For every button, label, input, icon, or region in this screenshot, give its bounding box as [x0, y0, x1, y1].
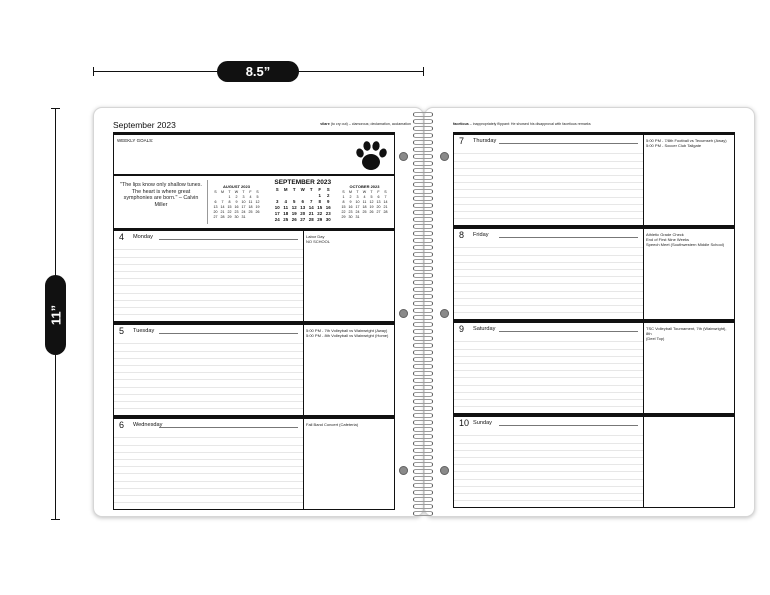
calendar-date: 16	[325, 205, 331, 210]
calendar-date: 27	[213, 215, 218, 219]
month-title: September 2023	[113, 120, 176, 130]
calendar-weekday-header: M	[221, 190, 224, 194]
calendar-date: 9	[349, 200, 352, 204]
event-entry: Speech Meet (Southwestern Middle School)	[646, 242, 725, 247]
calendar-date: 11	[248, 200, 253, 204]
calendar-weekday-header: T	[356, 190, 359, 194]
inspirational-quote: "The lips know only shallow tunes. The heart is where great symphonies are born." – Calvin Miller	[120, 182, 202, 208]
spiral-coil	[413, 364, 433, 369]
event-entry: 5:00 PM - 7th Volleyball vs Wainwright (Away)	[306, 328, 388, 333]
spiral-coil	[413, 455, 433, 460]
spiral-coil	[413, 287, 433, 292]
binder-hole	[399, 152, 408, 161]
weekly-goals-label: WEEKLY GOALS:	[117, 138, 154, 143]
calendar-date: 18	[248, 205, 253, 209]
calendar-date: 16	[348, 205, 353, 209]
spiral-coil	[413, 119, 433, 124]
mini-calendar-august	[212, 184, 261, 219]
calendar-date: 3	[276, 199, 279, 204]
day-number: 4	[119, 232, 125, 242]
planner-left-page	[93, 107, 424, 517]
calendar-date: 21	[308, 211, 314, 216]
day-name: Saturday	[473, 326, 496, 332]
spiral-coil	[413, 427, 433, 432]
calendar-date: 7	[310, 199, 313, 204]
spiral-coil	[413, 441, 433, 446]
spiral-coil	[413, 329, 433, 334]
calendar-date: 2	[327, 193, 330, 198]
spiral-coil	[413, 378, 433, 383]
day-name: Sunday	[473, 420, 492, 426]
calendar-date	[254, 215, 261, 219]
day-number: 5	[119, 326, 125, 336]
paw-print-icon	[353, 139, 389, 173]
calendar-date	[212, 195, 219, 199]
calendar-weekday-header: T	[292, 187, 296, 192]
spiral-coil	[413, 231, 433, 236]
spiral-coil	[413, 399, 433, 404]
day-events	[646, 138, 732, 148]
calendar-date: 29	[317, 217, 323, 222]
calendar-date: 26	[255, 210, 260, 214]
spiral-coil	[413, 189, 433, 194]
day-events-column	[303, 231, 394, 321]
spiral-coil	[413, 203, 433, 208]
event-entry: Athletic Grade Check	[646, 232, 684, 237]
spiral-coil	[413, 301, 433, 306]
calendar-date	[247, 215, 254, 219]
event-entry: TSC Volleyball Tournament, 7th (Wainwright), 8th	[646, 326, 727, 336]
spiral-coil	[413, 175, 433, 180]
spiral-coil	[413, 280, 433, 285]
day-events	[646, 326, 732, 341]
vocab-definition: – inappropriately flippant: He showed his disapproval with facetious remarks	[468, 122, 591, 126]
calendar-date: 5	[293, 199, 296, 204]
day-box-monday[interactable]	[113, 228, 395, 322]
calendar-date	[299, 193, 308, 198]
spiral-coil	[413, 182, 433, 187]
calendar-date: 31	[241, 215, 246, 219]
calendar-date: 30	[325, 217, 331, 222]
calendar-weekday-header: F	[249, 190, 252, 194]
calendar-date: 12	[291, 205, 297, 210]
calendar-date: 19	[255, 205, 260, 209]
event-entry: Fall Band Concert (Cafeteria)	[306, 422, 359, 427]
day-box-thursday[interactable]	[453, 132, 735, 226]
day-events	[646, 232, 732, 247]
spiral-coil	[413, 490, 433, 495]
calendar-weekday-header: F	[377, 190, 380, 194]
calendar-date: 29	[341, 215, 346, 219]
mini-calendar-september	[273, 179, 333, 222]
height-dimension-label: 11”	[48, 304, 63, 326]
calendar-weekday-header: S	[214, 190, 217, 194]
spiral-coil	[413, 266, 433, 271]
calendar-date: 25	[283, 217, 289, 222]
calendar-date: 15	[317, 205, 323, 210]
calendar-date: 24	[355, 210, 360, 214]
day-number: 9	[459, 324, 465, 334]
spiral-coil	[413, 252, 433, 257]
calendar-date: 17	[355, 205, 360, 209]
calendar-weekday-header: W	[300, 187, 305, 192]
calendar-date: 28	[383, 210, 388, 214]
event-entry: 5:00 PM - 8th Volleyball vs Wainwright (Home)	[306, 333, 389, 338]
width-dimension-label: 8.5”	[217, 61, 299, 82]
day-box-sunday[interactable]	[453, 414, 735, 508]
calendar-date: 4	[284, 199, 287, 204]
day-number: 7	[459, 136, 465, 146]
calendar-grid	[212, 190, 261, 219]
calendar-date: 3	[356, 195, 359, 199]
calendar-date: 23	[234, 210, 239, 214]
calendar-date: 8	[318, 199, 321, 204]
calendar-date: 10	[241, 200, 246, 204]
spiral-coil	[413, 259, 433, 264]
event-entry: 5:00 PM - 7/8th Football vs Tecumseh (Away)	[646, 138, 727, 143]
calendar-date: 21	[383, 205, 388, 209]
day-box-wednesday[interactable]	[113, 416, 395, 510]
vocab-definition: (to cry out) – clamorous; declamation, acclamation	[329, 122, 411, 126]
calendar-date: 31	[355, 215, 360, 219]
spiral-coil	[413, 133, 433, 138]
spiral-coil	[413, 483, 433, 488]
height-dimension-pill	[45, 275, 66, 355]
event-entry: End of First Nine Weeks	[646, 237, 690, 242]
calendar-date: 20	[213, 210, 218, 214]
calendar-date: 11	[283, 205, 289, 210]
day-number: 8	[459, 230, 465, 240]
spiral-binding	[413, 112, 433, 516]
calendar-date: 15	[341, 205, 346, 209]
calendar-date: 14	[220, 205, 225, 209]
calendar-title: OCTOBER 2023	[349, 184, 380, 189]
calendar-weekday-header: S	[326, 187, 330, 192]
calendar-date: 7	[221, 200, 224, 204]
calendar-date: 10	[274, 205, 280, 210]
calendar-date: 25	[248, 210, 253, 214]
calendar-date: 29	[227, 215, 232, 219]
calendar-date: 28	[308, 217, 314, 222]
calendar-date: 1	[342, 195, 345, 199]
calendar-date: 24	[274, 217, 280, 222]
spiral-coil	[413, 462, 433, 467]
calendar-date: 22	[317, 211, 323, 216]
spiral-coil	[413, 350, 433, 355]
calendar-weekday-header: M	[349, 190, 352, 194]
calendar-date: 30	[234, 215, 239, 219]
day-name: Friday	[473, 232, 489, 238]
binder-hole	[399, 309, 408, 318]
calendar-date: 13	[376, 200, 381, 204]
calendar-date: 17	[241, 205, 246, 209]
calendar-date	[282, 193, 291, 198]
day-number: 10	[459, 418, 470, 428]
spiral-coil	[413, 336, 433, 341]
quote-and-calendars-row	[113, 176, 395, 228]
day-box-saturday[interactable]	[453, 320, 735, 414]
day-events	[306, 422, 392, 427]
calendar-date: 6	[377, 195, 380, 199]
vocab-term: vilare	[320, 122, 330, 126]
spiral-coil	[413, 357, 433, 362]
spiral-coil	[413, 168, 433, 173]
binder-hole	[440, 152, 449, 161]
calendar-date	[273, 193, 282, 198]
day-box-friday[interactable]	[453, 226, 735, 320]
spiral-coil	[413, 294, 433, 299]
calendar-date	[219, 195, 226, 199]
spiral-coil	[413, 413, 433, 418]
calendar-date: 4	[363, 195, 366, 199]
spiral-coil	[413, 238, 433, 243]
calendar-date: 2	[349, 195, 352, 199]
calendar-grid	[340, 190, 389, 219]
spiral-coil	[413, 217, 433, 222]
calendar-weekday-header: W	[362, 190, 367, 194]
calendar-date: 12	[255, 200, 260, 204]
calendar-date	[290, 193, 299, 198]
binder-hole	[440, 466, 449, 475]
spiral-coil	[413, 140, 433, 145]
quote-divider	[207, 180, 208, 224]
spiral-coil	[413, 245, 433, 250]
spiral-coil	[413, 392, 433, 397]
day-events-column	[643, 135, 734, 225]
spiral-coil	[413, 476, 433, 481]
calendar-date: 9	[327, 199, 330, 204]
calendar-date: 14	[308, 205, 314, 210]
binder-hole	[440, 309, 449, 318]
calendar-date	[382, 215, 389, 219]
spiral-coil	[413, 420, 433, 425]
calendar-date: 27	[300, 217, 306, 222]
spiral-coil	[413, 154, 433, 159]
calendar-weekday-header: S	[384, 190, 387, 194]
vocab-term: facetious	[453, 122, 469, 126]
day-events-column	[643, 229, 734, 319]
calendar-title: SEPTEMBER 2023	[274, 179, 332, 186]
spiral-coil	[413, 504, 433, 509]
calendar-date: 6	[214, 200, 217, 204]
calendar-title: AUGUST 2023	[223, 184, 250, 189]
spiral-coil	[413, 308, 433, 313]
calendar-date: 20	[376, 205, 381, 209]
spiral-coil	[413, 112, 433, 117]
event-entry: NO SCHOOL	[306, 239, 331, 244]
day-events	[306, 328, 392, 338]
day-events-column	[303, 325, 394, 415]
calendar-date: 9	[235, 200, 238, 204]
day-name: Tuesday	[133, 328, 155, 334]
calendar-date: 11	[362, 200, 367, 204]
spiral-coil	[413, 511, 433, 516]
calendar-grid	[273, 187, 333, 222]
calendar-date	[375, 215, 382, 219]
calendar-date: 30	[348, 215, 353, 219]
spiral-coil	[413, 224, 433, 229]
calendar-weekday-header: S	[342, 190, 345, 194]
calendar-date: 12	[369, 200, 374, 204]
day-name: Wednesday	[133, 422, 163, 428]
spiral-coil	[413, 385, 433, 390]
calendar-date: 26	[369, 210, 374, 214]
binder-hole	[399, 466, 408, 475]
calendar-date: 24	[241, 210, 246, 214]
calendar-date	[361, 215, 368, 219]
spiral-coil	[413, 322, 433, 327]
event-entry: 5:00 PM - Soccer Club Tailgate	[646, 143, 702, 148]
spiral-coil	[413, 497, 433, 502]
calendar-date: 19	[369, 205, 374, 209]
weekly-goals-box	[113, 132, 395, 176]
calendar-date: 19	[291, 211, 297, 216]
calendar-date: 20	[300, 211, 306, 216]
calendar-date: 5	[370, 195, 373, 199]
day-number: 6	[119, 420, 125, 430]
calendar-date: 4	[249, 195, 252, 199]
calendar-date: 17	[274, 211, 280, 216]
calendar-weekday-header: S	[275, 187, 279, 192]
calendar-weekday-header: T	[242, 190, 245, 194]
mini-calendar-october	[340, 184, 389, 219]
spiral-coil	[413, 434, 433, 439]
spiral-coil	[413, 210, 433, 215]
calendar-date: 6	[301, 199, 304, 204]
day-events-column	[303, 419, 394, 509]
spiral-coil	[413, 406, 433, 411]
calendar-weekday-header: F	[318, 187, 322, 192]
calendar-date: 18	[362, 205, 367, 209]
calendar-date: 5	[256, 195, 259, 199]
calendar-date: 21	[220, 210, 225, 214]
calendar-date	[307, 193, 316, 198]
calendar-date: 28	[220, 215, 225, 219]
planner-right-page	[424, 107, 755, 517]
day-events	[306, 234, 392, 244]
calendar-date: 7	[384, 195, 387, 199]
day-name: Thursday	[473, 138, 497, 144]
calendar-date: 16	[234, 205, 239, 209]
calendar-weekday-header: T	[370, 190, 373, 194]
calendar-weekday-header: T	[228, 190, 231, 194]
calendar-date: 13	[300, 205, 306, 210]
calendar-date: 25	[362, 210, 367, 214]
calendar-weekday-header: M	[283, 187, 288, 192]
calendar-date: 3	[242, 195, 245, 199]
calendar-date: 2	[235, 195, 238, 199]
calendar-date: 23	[348, 210, 353, 214]
calendar-date: 23	[325, 211, 331, 216]
spiral-coil	[413, 161, 433, 166]
calendar-date: 15	[227, 205, 232, 209]
spiral-coil	[413, 273, 433, 278]
calendar-date: 10	[355, 200, 360, 204]
calendar-date: 26	[291, 217, 297, 222]
calendar-date: 13	[213, 205, 218, 209]
day-name: Monday	[133, 234, 153, 240]
spiral-coil	[413, 126, 433, 131]
calendar-weekday-header: W	[234, 190, 239, 194]
calendar-weekday-header: S	[256, 190, 259, 194]
spiral-coil	[413, 315, 433, 320]
calendar-date: 27	[376, 210, 381, 214]
calendar-weekday-header: T	[309, 187, 313, 192]
calendar-date: 1	[228, 195, 231, 199]
spiral-coil	[413, 196, 433, 201]
calendar-date: 8	[342, 200, 345, 204]
calendar-date: 1	[318, 193, 321, 198]
event-entry: Labor Day	[306, 234, 325, 239]
calendar-date: 22	[227, 210, 232, 214]
calendar-date: 8	[228, 200, 231, 204]
calendar-date: 14	[383, 200, 388, 204]
day-box-tuesday[interactable]	[113, 322, 395, 416]
vocab-word-left	[320, 122, 411, 126]
spiral-coil	[413, 147, 433, 152]
spiral-coil	[413, 371, 433, 376]
vocab-word-right	[453, 122, 591, 126]
calendar-date: 18	[283, 211, 289, 216]
spiral-coil	[413, 448, 433, 453]
day-events-column	[643, 323, 734, 413]
spiral-coil	[413, 469, 433, 474]
calendar-date	[368, 215, 375, 219]
day-events-column	[643, 417, 734, 507]
event-entry: (Deel Top)	[646, 336, 665, 341]
spiral-coil	[413, 343, 433, 348]
calendar-date: 22	[341, 210, 346, 214]
